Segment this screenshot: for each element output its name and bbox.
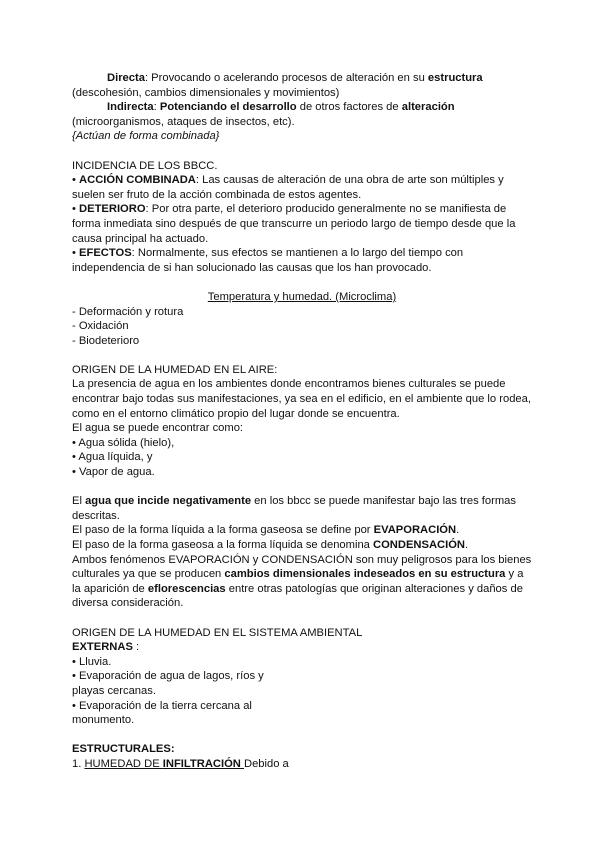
bold-text: eflorescencias: [147, 582, 226, 595]
text: .: [456, 524, 460, 537]
sistema-heading: ORIGEN DE LA HUMEDAD EN EL SISTEMA AMBIENTAL: [72, 626, 363, 639]
aire-heading: ORIGEN DE LA HUMEDAD EN EL AIRE:: [72, 363, 278, 376]
bold-text: INFILTRACIÓN: [162, 757, 241, 770]
microclima-item: - Deformación y rotura: [72, 305, 184, 318]
indirecta-paragraph: [72, 100, 532, 115]
indirecta-bold2: alteración: [401, 101, 455, 114]
estructurales-label: ESTRUCTURALES: [72, 743, 171, 756]
estructurales-item-1: [72, 757, 532, 772]
bullet: •: [72, 174, 80, 187]
microclima-item: - Oxidación: [72, 320, 129, 333]
item-label: DETERIORO: [79, 203, 146, 216]
microclima-title-text: Temperatura y humedad. (Microclima): [207, 290, 397, 303]
text: entre otras patologías que originan alteraciones y daños de diversa consideración.: [72, 582, 523, 610]
item-underlined: [84, 758, 244, 770]
text: HUMEDAD DE: [84, 757, 163, 770]
bullet: •: [72, 203, 80, 216]
indirecta-continuation: (microorganismos, ataques de insectos, etc).: [72, 115, 295, 128]
directa-text: : Provocando o acelerando procesos de alteración en su: [144, 72, 428, 84]
directa-bold: estructura: [427, 72, 483, 84]
evaporacion-paragraph: [72, 523, 532, 538]
externas-label: EXTERNAS: [72, 641, 133, 654]
microclima-item: - Biodeterioro: [72, 334, 140, 347]
item-text: : Por otra parte, el deterioro producido generalmente no se manifiesta de forma inmediata sino después de que transcurre un periodo largo de tiempo desde que la causa principal ha actuado.: [72, 203, 516, 245]
externas-sep: :: [132, 641, 140, 654]
externas-item: • Evaporación de agua de lagos, ríos y playas cercanas.: [72, 670, 264, 697]
bold-text: CONDENSACIÓN: [373, 539, 465, 551]
externas-list: [72, 655, 272, 728]
item-text: : Normalmente, sus efectos se mantienen a lo largo del tiempo con independencia de si han solucionado las causas que los han provocado.: [72, 247, 464, 274]
microclima-title: [72, 290, 532, 305]
item-label: ACCIÓN COMBINADA: [79, 174, 196, 187]
indirecta-text: de otros factores de: [296, 101, 402, 114]
directa-paragraph: [72, 71, 532, 86]
text: El paso de la forma gaseosa a la forma líquida se denomina: [72, 539, 373, 551]
bullet: •: [72, 247, 80, 260]
indirecta-bold: Potenciando el desarrollo: [159, 101, 297, 114]
bold-text: EVAPORACIÓN: [373, 524, 457, 537]
fenomenos-paragraph: [72, 553, 532, 611]
condensacion-paragraph: [72, 538, 532, 553]
text: .: [465, 539, 469, 551]
externas-item: • Lluvia.: [72, 655, 112, 668]
indirecta-sep: :: [153, 101, 160, 114]
incide-paragraph: [72, 494, 532, 523]
estructurales-heading: [72, 742, 532, 757]
externas-heading: [72, 640, 532, 655]
externas-item: • Evaporación de la tierra cercana al monumento.: [72, 699, 252, 727]
aire-intro: El agua se puede encontrar como:: [72, 422, 244, 435]
incidencia-item-deterioro: [72, 202, 532, 246]
aire-paragraph: La presencia de agua en los ambientes donde encontramos bienes culturales se puede encontrar bajo todas sus manifestaciones, ya sea en el edificio, en el ambiente que lo rodea, como en el entorno climático propio del lugar donde se encuentra.: [72, 378, 531, 420]
combined-note: [72, 129, 532, 144]
text: Debido a: [243, 757, 289, 770]
estructurales-sep: :: [170, 743, 175, 756]
text: Ambos fenómenos EVAPORACIÓN y CONDENSACIÓN son muy peligrosos para los bienes culturales ya que se producen: [72, 553, 532, 581]
text: El: [72, 495, 86, 508]
bold-text: cambios dimensionales indeseados en su estructura: [224, 568, 506, 581]
directa-continuation: (descohesión, cambios dimensionales y movimientos): [72, 86, 340, 99]
combined-note-text: {Actúan de forma combinada}: [72, 130, 220, 143]
aire-form-item: • Vapor de agua.: [72, 466, 155, 479]
text: y a la aparición de: [72, 568, 524, 595]
item-number: 1.: [72, 757, 85, 770]
incidencia-item-accion: [72, 173, 532, 202]
text: El paso de la forma líquida a la forma gaseosa se define por: [72, 524, 374, 537]
aire-form-item: • Agua líquida, y: [72, 451, 153, 464]
item-text: : Las causas de alteración de una obra de arte son múltiples y suelen ser fruto de la acción combinada de estos agentes.: [72, 174, 504, 201]
document-body: [72, 71, 532, 772]
text: en los bbcc se puede manifestar bajo las tres formas descritas.: [72, 495, 516, 522]
indirecta-label: Indirecta: [107, 101, 154, 114]
directa-label: Directa: [107, 72, 145, 84]
bold-text: agua que incide negativamente: [85, 495, 252, 508]
incidencia-item-efectos: [72, 246, 532, 275]
item-label: EFECTOS: [79, 247, 132, 260]
aire-form-item: • Agua sólida (hielo),: [72, 436, 175, 449]
incidencia-heading: INCIDENCIA DE LOS BBCC.: [72, 159, 218, 172]
